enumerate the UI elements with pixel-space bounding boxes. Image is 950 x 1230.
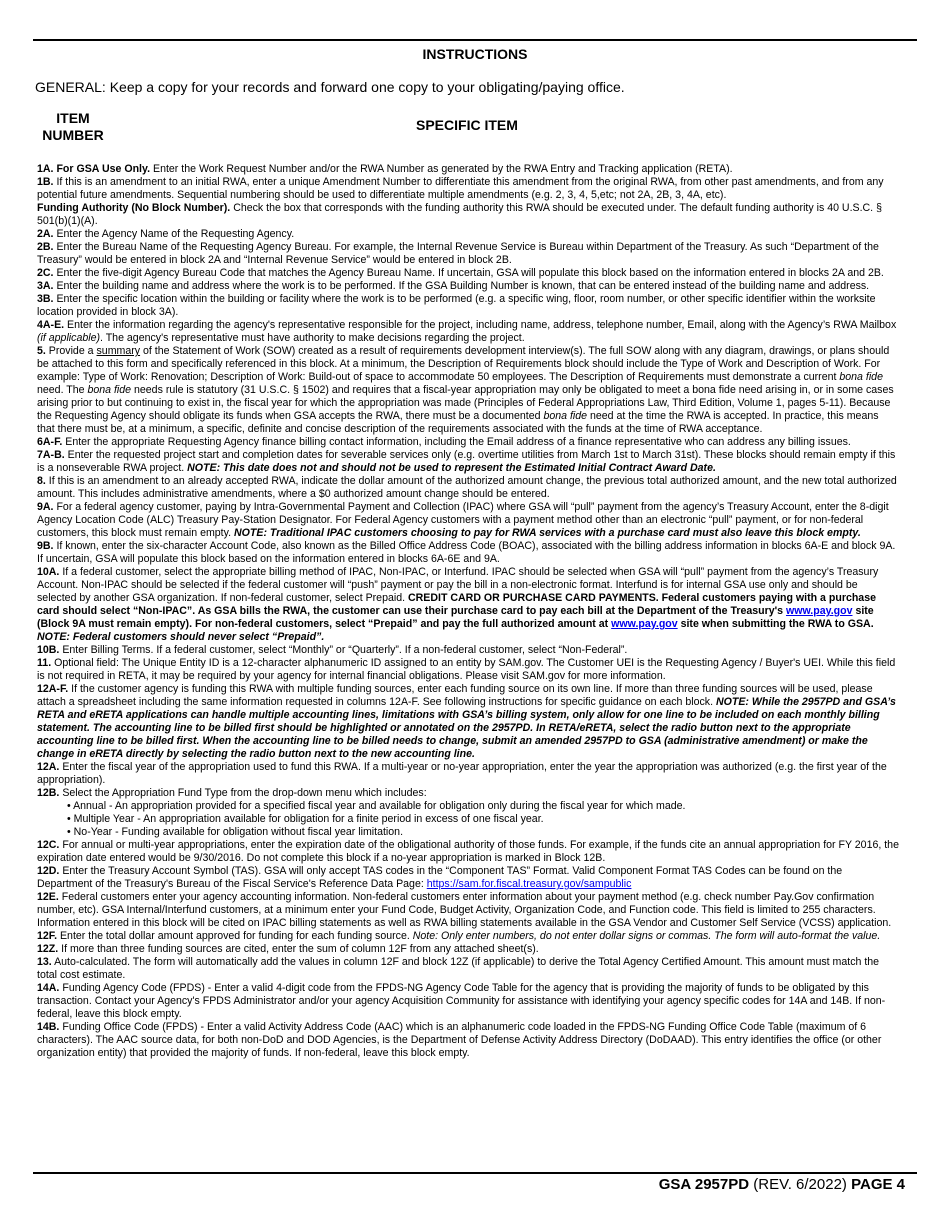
instruction-item — [37, 787, 899, 800]
page-number: PAGE 4 — [851, 1176, 905, 1193]
instruction-item — [37, 956, 899, 982]
item-text: • Annual - An appropriation provided for a specified fiscal year and available for obligation only during the fiscal year for which made. — [67, 800, 686, 812]
item-text: If more than three funding sources are cited, enter the sum of column 12F from any attached sheet(s). — [61, 943, 539, 955]
instruction-item — [37, 345, 899, 436]
item-text: Enter the requested project start and completion dates for severable services only (e.g. overtime utilities from March 1st to March 31st). These blocks should remain empty if this is a nonseverable RWA project. NOTE: This date does not and should not be used to represent the Estimated Initial Contract Award Date. — [37, 449, 896, 474]
item-text: If this is an amendment to an initial RWA, enter a unique Amendment Number to differentiate this amendment from the original RWA, from other past amendments, and from any potential future amendments. Sequential numbering should be used to differentiate multiple amendments (e.g. 2, 3, 4, 5,etc; not 2A, 2B, 3, 4A, etc). — [37, 176, 884, 201]
instruction-bullet — [37, 813, 899, 826]
column-header-specific-item: SPECIFIC ITEM — [416, 117, 518, 133]
instruction-item — [37, 865, 899, 891]
bottom-rule — [33, 1172, 917, 1174]
instruction-item — [37, 228, 899, 241]
instruction-item — [37, 293, 899, 319]
item-text: Enter the fiscal year of the appropriation used to fund this RWA. If a multi-year or no-year appropriation, enter the year the appropriation was authorized (e.g. the first year of the appropriation). — [37, 761, 887, 786]
instruction-item — [37, 319, 899, 345]
item-text: If this is an amendment to an already accepted RWA, indicate the dollar amount of the authorized amount change, the previous total authorized amount, and the new total authorized amount. This includes administrative amendments, where a $0 authorized amount change should be entered. — [37, 475, 897, 500]
item-number: 6A-F. — [37, 436, 63, 448]
instruction-item — [37, 891, 899, 930]
item-number: 13. — [37, 956, 52, 968]
pay-link[interactable]: www.pay.gov — [785, 605, 853, 617]
item-number: Funding Authority (No Block Number). — [37, 202, 231, 214]
item-text: Enter the Treasury Account Symbol (TAS). GSA will only accept TAS codes in the “Component TAS” Format. Valid Component Format TAS Codes can be found on the Department of the Treasury's Bureau of the Fiscal Service's Reference Data Page: https://sam.for.fiscal.treasury.gov/sampublic — [37, 865, 843, 890]
instruction-item — [37, 202, 899, 228]
form-number: GSA 2957PD — [658, 1176, 750, 1193]
item-text: Enter the appropriate Requesting Agency finance billing contact information, including the Email address of a finance representative who can address any billing issues. — [65, 436, 851, 448]
column-header-item-number: ITEM NUMBER — [42, 110, 104, 143]
item-number: 12C. — [37, 839, 60, 851]
instruction-item — [37, 280, 899, 293]
instruction-item — [37, 982, 899, 1021]
item-text: Optional field: The Unique Entity ID is a 12-character alphanumeric ID assigned to an entity by SAM.gov. The Customer UEI is the Requesting Agency / Buyer's UEI. While this field is not required in RETA, it may be required by your agency for internal financial obligations. Please visit SAM.gov for more information. — [37, 657, 896, 682]
item-text: Funding Agency Code (FPDS) - Enter a valid 4-digit code from the FPDS-NG Agency Code Table for the agency that is providing the majority of funds to be obligated by this transaction. Contact your Agency's FPDS Administrator and/or your agency Acquisition Community for assistance with identifying your agency specific codes for 14A and 14B. If non-federal, leave this block empty. — [37, 982, 886, 1020]
item-number: 2B. — [37, 241, 54, 253]
item-text: Enter the five-digit Agency Bureau Code that matches the Agency Bureau Name. If uncertain, GSA will populate this block based on the information entered in blocks 2A and 2B. — [56, 267, 884, 279]
item-text: For GSA Use Only. Enter the Work Request Number and/or the RWA Number as generated by the RWA Entry and Tracking application (RETA). — [56, 163, 733, 175]
instruction-item — [37, 540, 899, 566]
item-text: • Multiple Year - An appropriation available for obligation for a finite period in excess of one fiscal year. — [67, 813, 544, 825]
page-footer — [659, 1176, 905, 1193]
instruction-item — [37, 436, 899, 449]
item-text: Enter the information regarding the agency's representative responsible for the project, including name, address, telephone number, Email, along with the Agency’s RWA Mailbox (if applicable). The agency's representative must have authority to make decisions regarding the project. — [37, 319, 897, 344]
item-text: Funding Office Code (FPDS) - Enter a valid Activity Address Code (AAC) which is an alphanumeric code loaded in the FPDS-NG Funding Office Code Table (maximum of 6 characters). The AAC source data, for both non-DoD and DOD Agencies, is the Department of Defense Activity Address Directory (DoDAAD). This entry identifies the office (or other organization entity) that provided the majority of funds. If non-federal, leave this block empty. — [37, 1021, 882, 1059]
top-rule — [33, 39, 917, 41]
page-title: INSTRUCTIONS — [422, 46, 528, 62]
instruction-item — [37, 176, 899, 202]
item-number: 5. — [37, 345, 46, 357]
item-number: 12F. — [37, 930, 58, 942]
item-text: If known, enter the six-character Account Code, also known as the Billed Office Address Code (BOAC), associated with the billing address information in blocks 6A-E and block 9A. If uncertain, GSA will populate this block based on the information entered in blocks 6A-6E and 9A. — [37, 540, 896, 565]
item-text: If a federal customer, select the appropriate billing method of IPAC, Non-IPAC, or Interfund. IPAC should be selected when GSA will “pull” payment from the agency’s Treasury Account. Non-IPAC should be selected if the federal customer will “push” payment or pay the bill in a non-electronic format. Interfund is for internal GSA use only and should be selected by another GSA organization. If non-federal customer, select Prepaid. CREDIT CARD OR PURCHASE CARD PAYMENTS. Federal customers paying with a purchase card should select “Non-IPAC”. As GSA bills the RWA, the customer can use their purchase card to pay each bill at the Department of the Treasury's www.pay.gov site (Block 9A must remain empty). For non-federal customers, select “Prepaid” and pay the full authorized amount at www.pay.gov site when submitting the RWA to GSA. NOTE: Federal customers should never select “Prepaid”. — [37, 566, 879, 643]
item-text: If the customer agency is funding this RWA with multiple funding sources, enter each funding source on its own line. If more than three funding sources will be used, please attach a spreadsheet including the same information requested in columns 12A-F. See following instructions for specific guidance on each block. NOTE: While the 2957PD and GSA’s RETA and eRETA applications can handle multiple accounting lines, limitations with GSA’s billing system, only allow for one line to be included on each monthly billing statement. The accounting line to be billed first should be highlighted or annotated on the 2957PD. In RETA/eRETA, select the radio button next to the appropriate accounting line to be billed first. When the accounting line to be billed needs to change, submit an amended 2957PD to GSA (administrative amendment) or make the change in eRETA directly by selecting the radio button next to the new accounting line. — [37, 683, 896, 760]
instruction-item — [37, 761, 899, 787]
instruction-item — [37, 475, 899, 501]
item-number: 2A. — [37, 228, 54, 240]
instruction-item — [37, 930, 899, 943]
instruction-item — [37, 839, 899, 865]
instruction-bullet — [37, 826, 899, 839]
item-number: 11. — [37, 657, 52, 669]
instruction-list — [37, 163, 899, 1060]
form-revision: (REV. 6/2022) — [753, 1176, 847, 1193]
item-text: Federal customers enter your agency accounting information. Non-federal customers enter information about your payment method (e.g. check number Pay.Gov confirmation number, etc). GSA Internal/Interfund customers, at a minimum enter your Fund Code, Budget Activity, Organization Code, and Function code. This field is limited to 255 characters. Information entered in this block will be cited on IPAC billing statements as well as RWA billing statements available in the GSA Vendor and Customer Self Service (VCSS) application. — [37, 891, 892, 929]
item-number: 14B. — [37, 1021, 60, 1033]
item-number: 3A. — [37, 280, 54, 292]
item-text: Enter the Agency Name of the Requesting Agency. — [56, 228, 295, 240]
item-number: 12B. — [37, 787, 60, 799]
item-text: Provide a summary of the Statement of Work (SOW) created as a result of requirements development interview(s). The full SOW along with any diagram, drawings, or plans should be attached to this form and specifically referenced in this block. At a minimum, the Description of Requirements block should include the Type of Work and Description of Work. For example: Type of Work: Renovation; Description of Work: Build-out of space to accommodate 50 employees. The Description of Requirements must demonstrate a current bona fide need. The bona fide needs rule is statutory (31 U.S.C. § 1502) and requires that a fiscal-year appropriation may only be obligated to meet a bona fide need arising in, or in some cases arising prior to but continuing to exist in, the fiscal year for which the appropriation was made (Principles of Federal Appropriations Law, Third Edition, Volume 1, pages 5-11). Because the Requesting Agency should obligate its funds when GSA accepts the RWA, there must be a documented bona fide need at the time the RWA is accepted. In practice, this means that there must be, at a minimum, a specific, definite and concise description of the requirements associated with the funds at the time of RWA acceptance. — [37, 345, 894, 435]
instruction-item — [37, 501, 899, 540]
instruction-bullet — [37, 800, 899, 813]
instruction-item — [37, 657, 899, 683]
pay-link[interactable]: www.pay.gov — [611, 618, 678, 630]
instruction-item — [37, 163, 899, 176]
general-instruction: GENERAL: Keep a copy for your records and forward one copy to your obligating/paying office. — [35, 79, 625, 95]
item-number: 4A-E. — [37, 319, 65, 331]
item-text: For a federal agency customer, paying by Intra-Governmental Payment and Collection (IPAC) where GSA will “pull” payment from the agency’s Treasury Account, enter the 8-digit Agency Location Code (ALC) Treasury Pay-Station Designator. For Federal Agency customers with a payment method other than an electronic “pull” payment, or for non-federal customers, this block must remain empty. NOTE: Traditional IPAC customers choosing to pay for RWA services with a purchase card must also leave this block empty. — [37, 501, 889, 539]
instruction-item — [37, 241, 899, 267]
item-number: 12E. — [37, 891, 59, 903]
item-text: Check the box that corresponds with the funding authority this RWA should be executed under. The default funding authority is 40 U.S.C. § 501(b)(1)(A). — [37, 202, 882, 227]
item-text: Enter the total dollar amount approved for funding for each funding source. Note: Only enter numbers, do not enter dollar signs or commas. The form will auto-format the value. — [59, 930, 881, 942]
item-text: Enter the building name and address where the work is to be performed. If the GSA Building Number is known, that can be entered instead of the building name and address. — [56, 280, 870, 292]
item-text: Enter the specific location within the building or facility where the work is to be performed (e.g. a specific wing, floor, room number, or other specific identifier within the worksite location provided in block 3A). — [37, 293, 876, 318]
item-number: 12A. — [37, 761, 60, 773]
instruction-item — [37, 683, 899, 761]
instruction-item — [37, 1021, 899, 1060]
item-text: • No-Year - Funding available for obligation without fiscal year limitation. — [67, 826, 404, 838]
item-number: 14A. — [37, 982, 60, 994]
item-number: 2C. — [37, 267, 54, 279]
item-number: 10B. — [37, 644, 60, 656]
item-text: Auto-calculated. The form will automatically add the values in column 12F and block 12Z (if applicable) to derive the Total Agency Certified Amount. This amount must match the total cost estimate. — [37, 956, 880, 981]
item-number: 7A-B. — [37, 449, 65, 461]
item-number: 12A-F. — [37, 683, 69, 695]
item-number: 12D. — [37, 865, 60, 877]
item-text: For annual or multi-year appropriations, enter the expiration date of the obligational authority of those funds. For example, if the funds cite an annual appropriation for FY 2016, the expiration date entered would be 9/30/2016. Do not complete this block if a no-year appropriation is marked in Block 12B. — [37, 839, 899, 864]
item-text: Enter Billing Terms. If a federal customer, select “Monthly” or “Quarterly”. If a non-federal customer, select “Non-Federal”. — [62, 644, 628, 656]
item-number: 10A. — [37, 566, 60, 578]
item-number: 1B. — [37, 176, 54, 188]
instruction-item — [37, 267, 899, 280]
instruction-item — [37, 566, 899, 644]
item-number: 9A. — [37, 501, 54, 513]
item-number: 12Z. — [37, 943, 59, 955]
item-number: 1A. — [37, 163, 54, 175]
item-number: 8. — [37, 475, 46, 487]
instruction-item — [37, 644, 899, 657]
item-number: 9B. — [37, 540, 54, 552]
instruction-item — [37, 943, 899, 956]
instruction-item — [37, 449, 899, 475]
item-text: Enter the Bureau Name of the Requesting Agency Bureau. For example, the Internal Revenue Service is Bureau within Department of the Treasury. As such “Department of the Treasury” would be entered in block 2A and “Internal Revenue Service” would be entered in block 2B. — [37, 241, 879, 266]
pay-link[interactable]: https://sam.for.fiscal.treasury.gov/sampublic — [426, 878, 632, 890]
item-text: Select the Appropriation Fund Type from the drop-down menu which includes: — [62, 787, 427, 799]
item-number: 3B. — [37, 293, 54, 305]
